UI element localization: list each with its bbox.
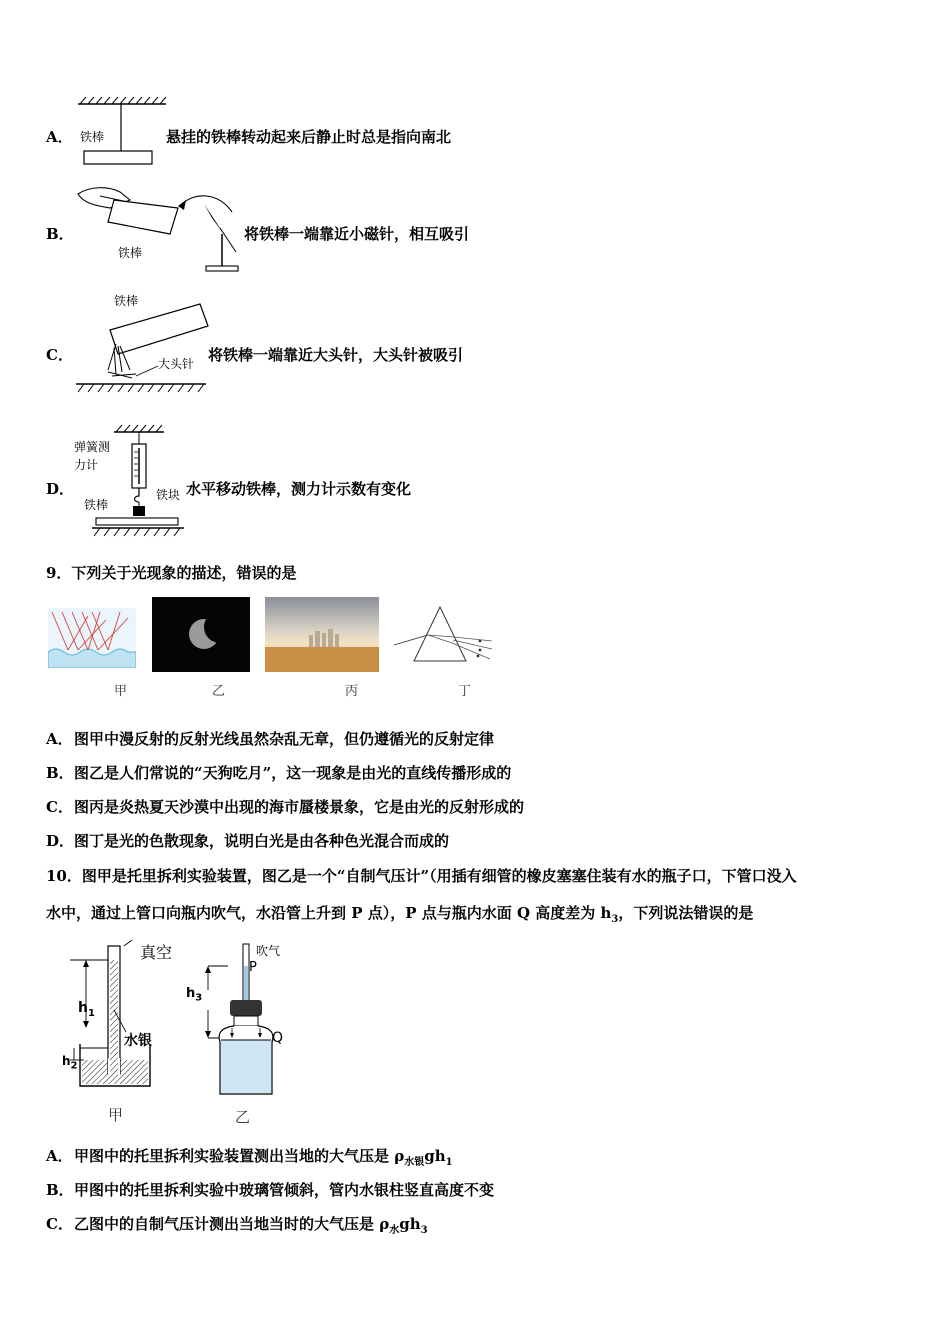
figure-homemade-barometer: [188, 940, 298, 1100]
option-a-text: 悬挂的铁棒转动起来后静止时总是指向南北: [166, 128, 452, 146]
option-b-key: B．: [46, 225, 74, 243]
label-iron-bar-c: 铁棒: [114, 294, 139, 308]
label-iron-bar-a: 铁棒: [80, 130, 105, 144]
q10-option-c-text: 乙图中的自制气压计测出当地当时的大气压是 $\rho_水gh_3$: [74, 1215, 428, 1236]
caption-ding: 丁: [458, 684, 472, 699]
option-d-text: 水平移动铁棒，测力计示数有变化: [186, 480, 412, 498]
figure-desert-mirage: [265, 597, 379, 672]
q10-option-b-text: 甲图中的托里拆利实验中玻璃管倾斜，管内水银柱竖直高度不变: [74, 1181, 495, 1199]
q10-option-b-key: B．: [46, 1181, 74, 1199]
figure-lunar-eclipse: [152, 597, 250, 672]
label-spring-scale-1: 弹簧测: [74, 440, 111, 454]
label-h3: $h_3$: [186, 986, 203, 1004]
q9-option-c-key: C．: [46, 798, 73, 816]
label-iron-bar-d: 铁棒: [84, 498, 109, 512]
label-h2: $h_2$: [62, 1054, 78, 1072]
figure-torricelli-apparatus: [60, 940, 180, 1100]
caption-bing: 丙: [345, 684, 359, 699]
option-a-key: A．: [46, 128, 73, 146]
option-c-text: 将铁棒一端靠近大头针，大头针被吸引: [208, 346, 464, 364]
q9-stem: 9．下列关于光现象的描述，错误的是: [46, 564, 297, 582]
option-c-key: C．: [46, 346, 73, 364]
caption-yi: 乙: [212, 684, 226, 699]
figure-diffuse-reflection: [48, 608, 136, 668]
q9-option-c-text: 图丙是炎热夏天沙漠中出现的海市蜃楼景象，它是由光的反射形成的: [74, 798, 525, 816]
label-point-p: P: [249, 960, 257, 975]
label-mercury: 水银: [124, 1033, 152, 1049]
label-point-q: Q: [272, 1030, 284, 1046]
q9-option-a-text: 图甲中漫反射的反射光线虽然杂乱无章，但仍遵循光的反射定律: [74, 730, 495, 748]
label-spring-scale-2: 力计: [74, 458, 99, 472]
label-iron-block: 铁块: [156, 488, 181, 502]
q10-option-a-text: 甲图中的托里拆利实验装置测出当地的大气压是 $\rho_{水银}gh_1$: [74, 1147, 453, 1168]
label-vacuum: 真空: [140, 943, 173, 962]
q9-option-d-key: D．: [46, 832, 75, 850]
q9-option-b-text: 图乙是人们常说的“天狗吃月”，这一现象是由光的直线传播形成的: [74, 764, 512, 782]
q9-option-a-key: A．: [46, 730, 73, 748]
option-d-key: D．: [46, 480, 75, 498]
figure-iron-bar-near-pins: [74, 300, 209, 396]
caption-fig-jia: 甲: [108, 1106, 124, 1124]
q9-option-b-key: B．: [46, 764, 74, 782]
label-iron-bar-b: 铁棒: [118, 246, 143, 260]
caption-jia: 甲: [114, 684, 128, 699]
q10-stem-line1: 10．图甲是托里拆利实验装置，图乙是一个“自制气压计”（用插有细管的橡皮塞塞住装有水的瓶子口，下管口没入: [46, 867, 797, 885]
figure-iron-bar-near-compass: [70, 182, 245, 277]
q10-stem-line2: 水中，通过上管口向瓶内吹气，水沿管上升到 P 点），P 点与瓶内水面 Q 高度差为 $h_3$，下列说法错误的是: [46, 904, 754, 925]
q10-option-a-key: A．: [46, 1147, 73, 1165]
label-blow: 吹气: [256, 944, 281, 958]
q9-option-d-text: 图丁是光的色散现象，说明白光是由各种色光混合而成的: [74, 832, 450, 850]
label-pins: 大头针: [158, 357, 195, 371]
caption-fig-yi: 乙: [235, 1108, 251, 1126]
q10-option-c-key: C．: [46, 1215, 73, 1233]
label-h1: $h_1$: [78, 1000, 95, 1019]
figure-prism-dispersion: [392, 603, 496, 671]
option-b-text: 将铁棒一端靠近小磁针，相互吸引: [244, 225, 470, 243]
